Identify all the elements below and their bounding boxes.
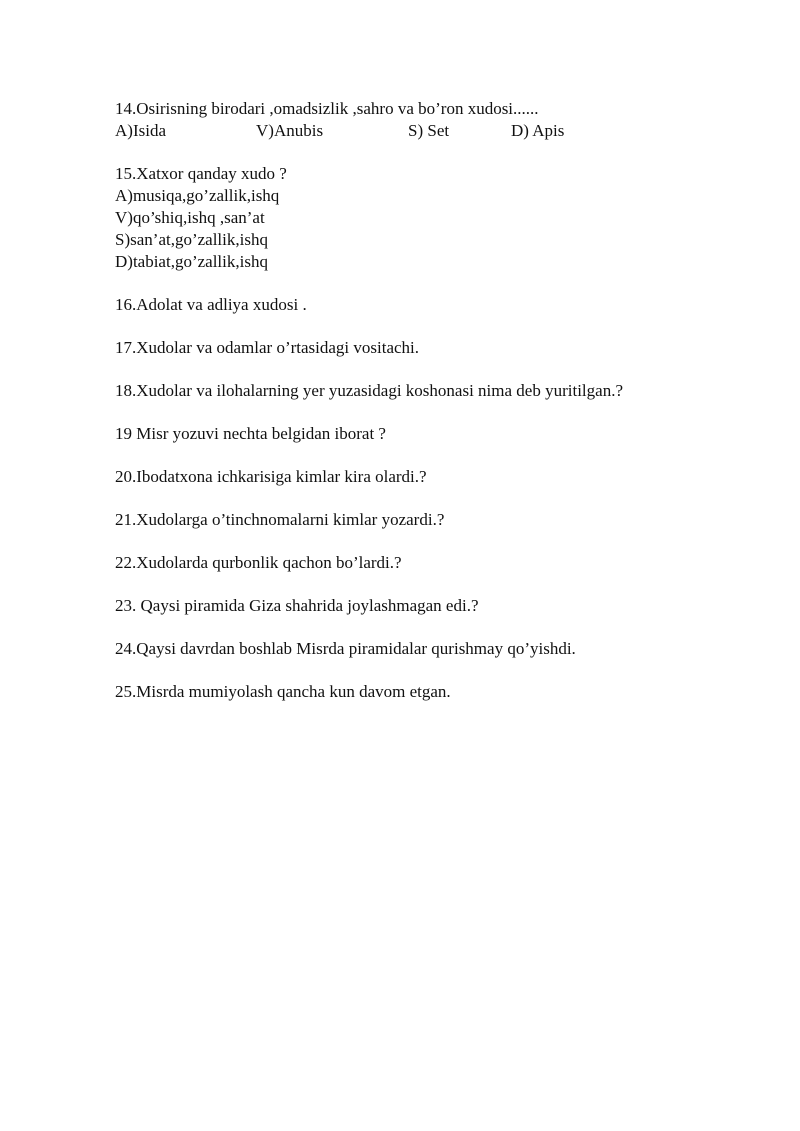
q15-option-b: V)qo’shiq,ishq ,san’at bbox=[115, 208, 265, 227]
question-18: 18.Xudolar va ilohalarning yer yuzasidagi koshonasi nima deb yuritilgan.? bbox=[115, 381, 623, 400]
spacer bbox=[115, 488, 755, 509]
spacer bbox=[115, 660, 755, 681]
spacer bbox=[115, 273, 755, 294]
spacer bbox=[115, 617, 755, 638]
document-page bbox=[115, 98, 755, 703]
question-20: 20.Ibodatxona ichkarisiga kimlar kira olardi.? bbox=[115, 467, 427, 486]
question-19: 19 Misr yozuvi nechta belgidan iborat ? bbox=[115, 424, 386, 443]
spacer bbox=[115, 402, 755, 423]
q14-option-a: A)Isida bbox=[115, 121, 166, 140]
question-21: 21.Xudolarga o’tinchnomalarni kimlar yozardi.? bbox=[115, 510, 445, 529]
question-24: 24.Qaysi davrdan boshlab Misrda piramidalar qurishmay qo’yishdi. bbox=[115, 639, 576, 658]
spacer bbox=[115, 574, 755, 595]
spacer bbox=[115, 316, 755, 337]
spacer bbox=[115, 359, 755, 380]
question-25: 25.Misrda mumiyolash qancha kun davom etgan. bbox=[115, 682, 451, 701]
question-14: 14.Osirisning birodari ,omadsizlik ,sahro va bo’ron xudosi...... bbox=[115, 99, 539, 118]
q15-option-c: S)san’at,go’zallik,ishq bbox=[115, 230, 268, 249]
q15-option-d: D)tabiat,go’zallik,ishq bbox=[115, 252, 268, 271]
spacer bbox=[115, 445, 755, 466]
q15-option-a: A)musiqa,go’zallik,ishq bbox=[115, 186, 280, 205]
spacer bbox=[115, 142, 755, 163]
question-16: 16.Adolat va adliya xudosi . bbox=[115, 295, 307, 314]
question-14-options bbox=[115, 120, 755, 142]
question-23: 23. Qaysi piramida Giza shahrida joylashmagan edi.? bbox=[115, 596, 479, 615]
spacer bbox=[115, 531, 755, 552]
question-15: 15.Xatxor qanday xudo ? bbox=[115, 164, 287, 183]
q14-option-b: V)Anubis bbox=[256, 121, 324, 140]
question-22: 22.Xudolarda qurbonlik qachon bo’lardi.? bbox=[115, 553, 402, 572]
q14-option-d: D) Apis bbox=[511, 121, 565, 140]
question-17: 17.Xudolar va odamlar o’rtasidagi vositachi. bbox=[115, 338, 420, 357]
q14-option-c: S) Set bbox=[408, 121, 450, 140]
